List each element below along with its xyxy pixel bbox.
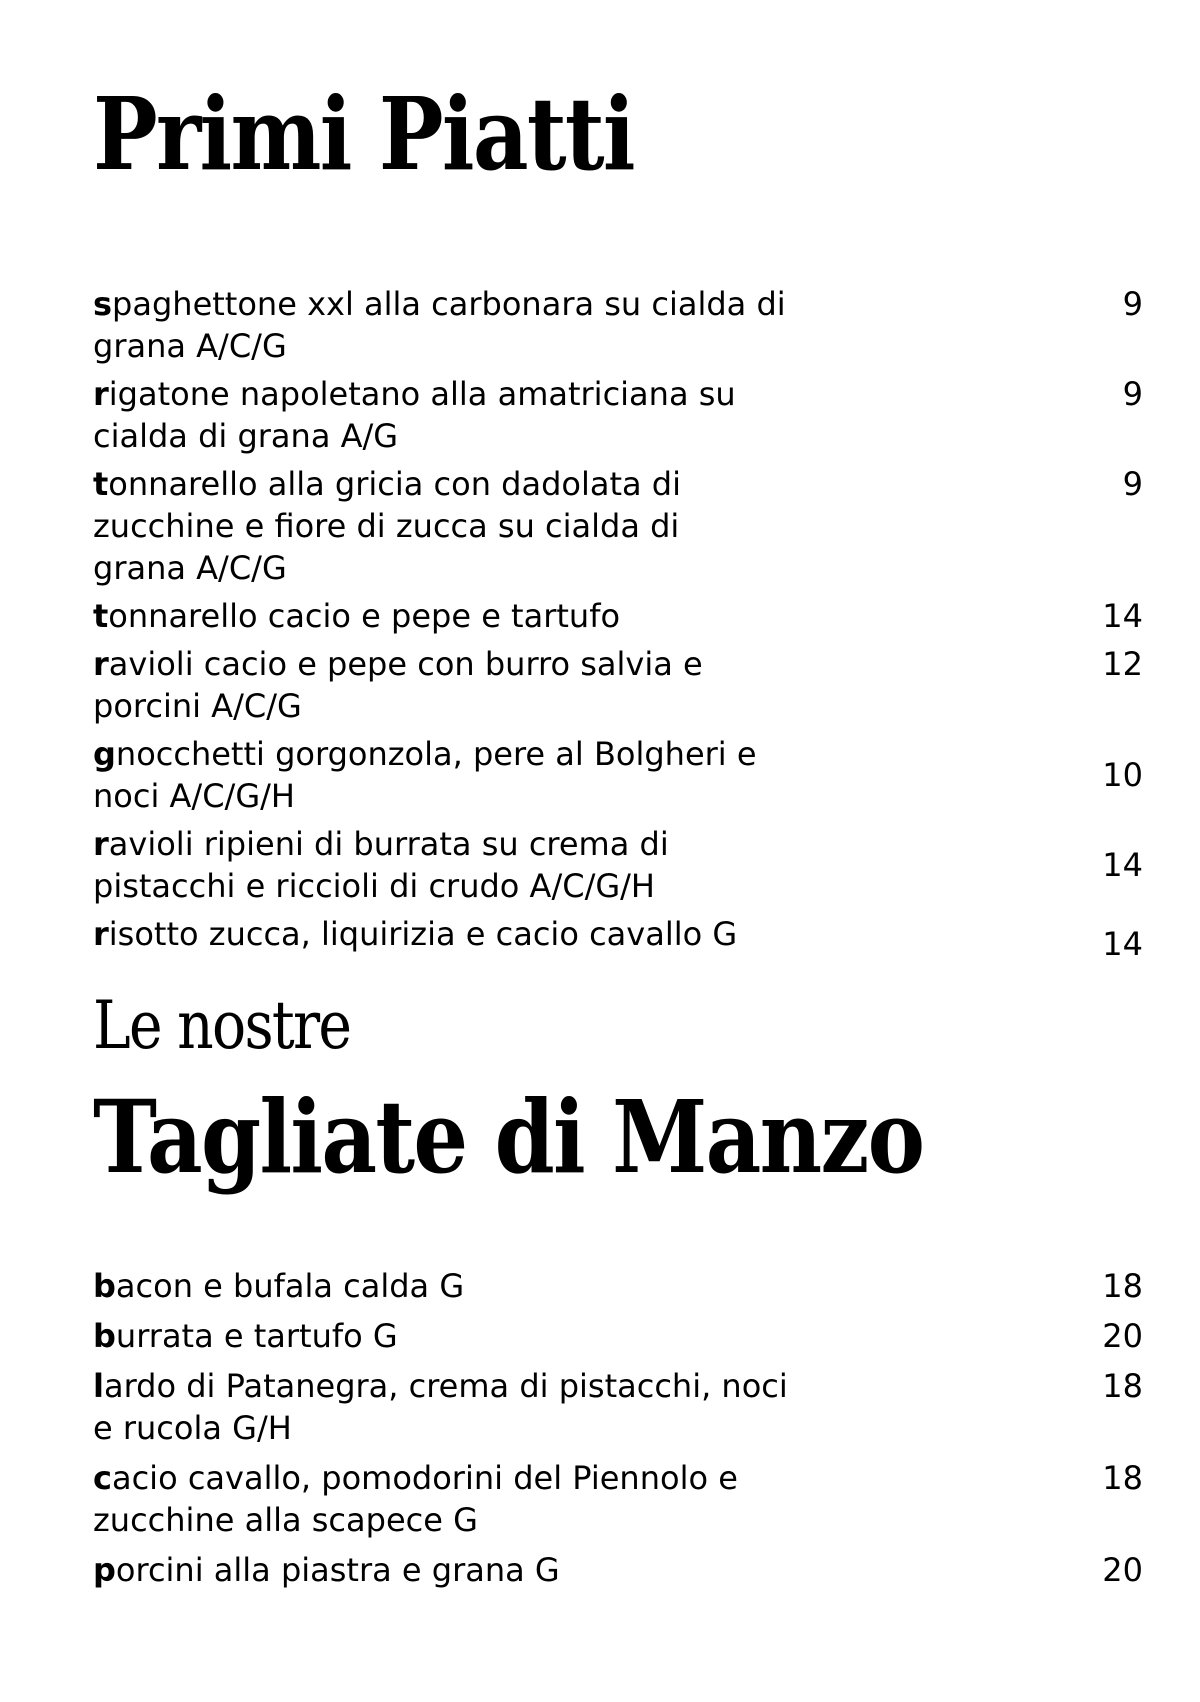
item-initial: r: [93, 375, 109, 413]
item-initial: t: [93, 465, 109, 503]
item-text: igatone napoletano alla amatriciana su cialda di grana A/G: [93, 375, 736, 455]
item-price: 20: [1102, 1317, 1143, 1355]
menu-item: [93, 1315, 1143, 1357]
item-description: [93, 373, 813, 457]
item-price: 9: [1122, 285, 1143, 323]
item-description: [93, 463, 733, 589]
item-initial: b: [93, 1317, 116, 1355]
section-title-primi-piatti: Primi Piatti: [93, 75, 634, 193]
item-description: [93, 283, 813, 367]
item-price: 10: [1102, 756, 1143, 794]
item-description: [93, 1265, 813, 1307]
item-initial: s: [93, 285, 113, 323]
menu-list-tagliate: [93, 1265, 1143, 1598]
item-initial: c: [93, 1459, 112, 1497]
item-text: onnarello alla gricia con dadolata di zucchine e fiore di zucca su cialda di grana A/C/G: [93, 465, 681, 587]
item-text: orcini alla piastra e grana G: [115, 1551, 560, 1589]
item-text: acon e bufala calda G: [115, 1267, 465, 1305]
item-price: 18: [1102, 1367, 1143, 1405]
item-price: 14: [1102, 846, 1143, 884]
menu-item: [93, 373, 1143, 457]
item-description: [93, 1365, 793, 1449]
menu-item: [93, 1549, 1143, 1591]
item-text: nocchetti gorgonzola, pere al Bolgheri e noci A/C/G/H: [93, 735, 757, 815]
item-text: isotto zucca, liquirizia e cacio cavallo G: [108, 915, 738, 953]
item-price: 18: [1102, 1267, 1143, 1305]
item-description: [93, 643, 773, 727]
menu-item: [93, 463, 1143, 589]
menu-item: [93, 733, 1143, 817]
item-initial: b: [93, 1267, 116, 1305]
item-text: avioli cacio e pepe con burro salvia e porcini A/C/G: [93, 645, 703, 725]
item-initial: r: [93, 915, 109, 953]
menu-item: [93, 913, 1143, 965]
item-initial: g: [93, 735, 116, 773]
item-text: urrata e tartufo G: [115, 1317, 398, 1355]
item-price: 18: [1102, 1459, 1143, 1497]
item-description: [93, 1457, 783, 1541]
item-text: ardo di Patanegra, crema di pistacchi, noci e rucola G/H: [93, 1367, 788, 1447]
item-description: [93, 733, 793, 817]
menu-item: [93, 823, 1143, 907]
item-price: 9: [1122, 375, 1143, 413]
item-initial: r: [93, 645, 109, 683]
item-text: avioli ripieni di burrata su crema di pistacchi e riccioli di crudo A/C/G/H: [93, 825, 669, 905]
section-title-tagliate-di-manzo: Tagliate di Manzo: [93, 1078, 924, 1196]
item-initial: r: [93, 825, 109, 863]
item-price: 14: [1102, 597, 1143, 635]
item-initial: p: [93, 1551, 116, 1589]
menu-item: [93, 1265, 1143, 1307]
item-description: [93, 1549, 813, 1591]
item-description: [93, 823, 733, 907]
item-description: [93, 595, 813, 637]
item-price: 14: [1102, 925, 1143, 963]
item-text: paghettone xxl alla carbonara su cialda di grana A/C/G: [93, 285, 786, 365]
menu-item: [93, 1457, 1143, 1541]
menu-item: [93, 643, 1143, 727]
item-description: [93, 1315, 813, 1357]
section-subtitle-le-nostre: Le nostre: [93, 987, 351, 1064]
item-text: onnarello cacio e pepe e tartufo: [108, 597, 621, 635]
item-initial: l: [93, 1367, 104, 1405]
item-price: 12: [1102, 645, 1143, 683]
item-price: 20: [1102, 1551, 1143, 1589]
item-initial: t: [93, 597, 109, 635]
menu-item: [93, 1365, 1143, 1449]
item-description: [93, 913, 853, 955]
menu-list-primi: [93, 283, 1143, 972]
menu-item: [93, 283, 1143, 367]
menu-item: [93, 595, 1143, 637]
item-text: acio cavallo, pomodorini del Piennolo e zucchine alla scapece G: [93, 1459, 738, 1539]
item-price: 9: [1122, 465, 1143, 503]
